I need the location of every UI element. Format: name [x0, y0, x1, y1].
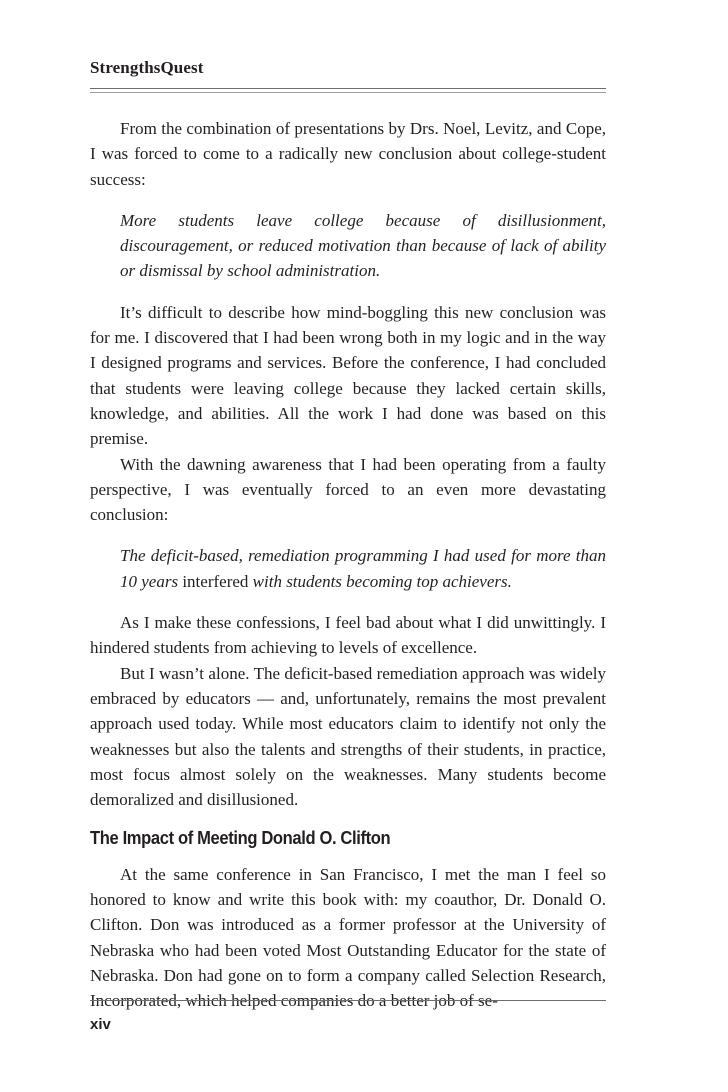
- quote-text-italic: with students becoming top achievers.: [252, 571, 512, 591]
- quote-text-italic: The deficit-based, remediation programming I had used for more than 10 years: [120, 546, 606, 591]
- paragraph: At the same conference in San Francisco, I met the man I feel so honored to know and write this book with: my coauthor, Dr. Donald O. Clifton. Don was introduced as a former professor at the University of Nebraska who had been voted Most Outstanding Educator for the state of Nebraska. Don had gone on to form a company called Selection Research, Incorporated, which helped companies do a better job of se-: [90, 864, 606, 1011]
- quote-text-roman: interfered: [182, 571, 249, 591]
- paragraph: It’s difficult to describe how mind-boggling this new conclusion was for me. I discovered that I had been wrong both in my logic and in the way I designed programs and services. Before the conference, I had concluded that students were leaving college because they lacked certain skills, knowledge, and abilities. All the work I had done was based on this premise.: [90, 302, 606, 449]
- paragraph: With the dawning awareness that I had been operating from a faulty perspective, I was eventually forced to an even more devastating conclusion:: [90, 454, 606, 525]
- footer-rule: [90, 1000, 606, 1001]
- running-head: StrengthsQuest: [90, 58, 204, 77]
- page-number: xiv: [90, 1016, 111, 1033]
- quote-text: More students leave college because of disillusionment, discouragement, or reduced motivation than because of lack of ability or dismissal by school administration.: [120, 210, 606, 281]
- header-rule: [90, 88, 606, 89]
- block-quote: [120, 543, 606, 594]
- paragraph: But I wasn’t alone. The deficit-based remediation approach was widely embraced by educators — and, unfortunately, remains the most prevalent approach used today. While most educators claim to identify not only the weaknesses but also the talents and strengths of their students, in practice, most focus almost solely on the weaknesses. Many students become demoralized and disillusioned.: [90, 663, 606, 810]
- book-page: [90, 0, 606, 1092]
- paragraph: From the combination of presentations by Drs. Noel, Levitz, and Cope, I was forced to come to a radically new conclusion about college-student success:: [90, 119, 606, 189]
- paragraph: As I make these confessions, I feel bad about what I did unwittingly. I hindered students from achieving to levels of excellence.: [90, 613, 606, 658]
- body-text: [90, 116, 606, 1014]
- section-heading: The Impact of Meeting Donald O. Clifton: [90, 828, 391, 849]
- block-quote: [120, 208, 606, 284]
- header-rule-secondary: [90, 92, 606, 93]
